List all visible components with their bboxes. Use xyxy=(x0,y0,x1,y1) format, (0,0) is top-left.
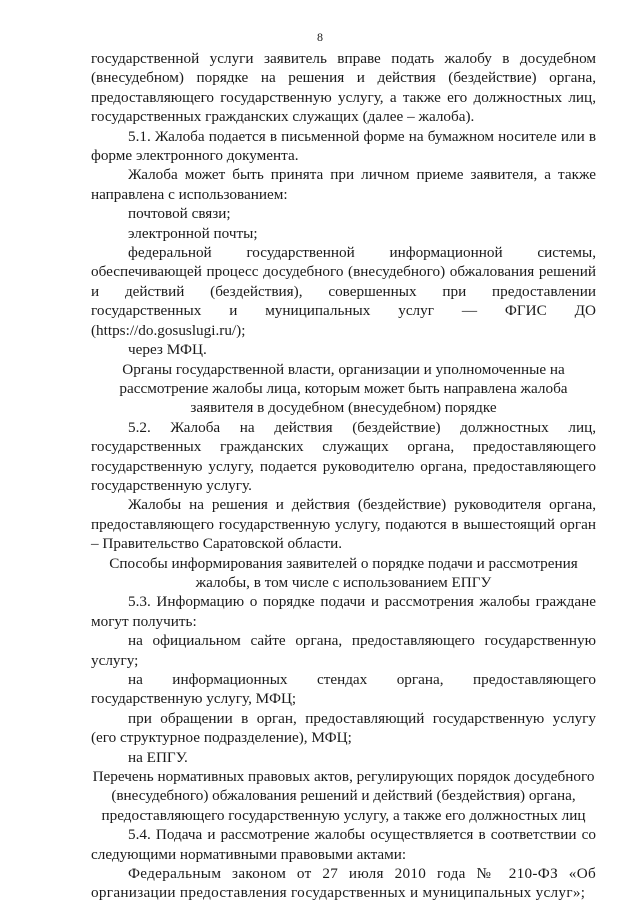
section-heading: Перечень нормативных правовых актов, регулирующих порядок досудебного (внесудебного) обжалования решений и действий (бездействия) органа, предоставляющего государственную услугу, а также его должностных лиц xyxy=(92,768,595,824)
list-item: на официальном сайте органа, предоставляющего государственную услугу; xyxy=(91,632,596,669)
list-item: при обращении в орган, предоставляющий государственную услугу (его структурное подразделение), МФЦ; xyxy=(91,709,596,747)
list-item: электронной почты; xyxy=(128,224,258,242)
section-heading: Органы государственной власти, организации и уполномоченные на рассмотрение жалобы лица, которым может быть направлена жалоба заявителя в досудебном (внесудебном) порядке xyxy=(119,360,568,417)
page-number: 8 xyxy=(317,30,323,44)
paragraph: 5.2. Жалоба на действия (бездействие) должностных лиц, государственных гражданских служащих органа, предоставляющего государственную услугу, подается руководителю органа, предоставляющего государственную услугу. xyxy=(91,418,596,494)
section-heading: Способы информирования заявителей о порядке подачи и рассмотрения жалобы, в том числе с использованием ЕПГУ xyxy=(109,554,578,591)
list-item: на ЕПГУ. xyxy=(128,748,188,766)
paragraph: Жалобы на решения и действия (бездействие) руководителя органа, предоставляющего государственную услугу, подаются в вышестоящий орган – Правительство Саратовской области. xyxy=(91,496,596,553)
paragraph: 5.1. Жалоба подается в письменной форме на бумажном носителе или в форме электронного документа. xyxy=(91,127,596,165)
paragraph: государственной услуги заявитель вправе подать жалобу в досудебном (внесудебном) порядке на решения и действия (бездействие) органа, предоставляющего государственную услугу, а также его должностных лиц, государственных гражданских служащих (далее – жалоба). xyxy=(91,50,596,126)
list-item: федеральной государственной информационной системы, обеспечивающей процесс досудебного (внесудебного) обжалования решений и действий (бездействия), совершенных при предоставлении государственных и муниципальных услуг — ФГИС ДО (https://do.gosuslugi.ru/); xyxy=(91,244,596,339)
document-body xyxy=(91,49,596,903)
paragraph: 5.4. Подача и рассмотрение жалобы осуществляется в соответствии со следующими нормативными правовыми актами: xyxy=(91,826,596,863)
paragraph: Жалоба может быть принята при личном приеме заявителя, а также направлена с использованием: xyxy=(91,166,596,203)
list-item: почтовой связи; xyxy=(128,205,231,223)
paragraph: Федеральным законом от 27 июля 2010 года № 210-ФЗ «Об организации предоставления государственных и муниципальных услуг»; xyxy=(91,865,596,902)
list-item: на информационных стендах органа, предоставляющего государственную услугу, МФЦ; xyxy=(91,671,596,708)
list-item: через МФЦ. xyxy=(128,341,207,359)
paragraph: 5.3. Информацию о порядке подачи и рассмотрения жалобы граждане могут получить: xyxy=(91,593,596,630)
